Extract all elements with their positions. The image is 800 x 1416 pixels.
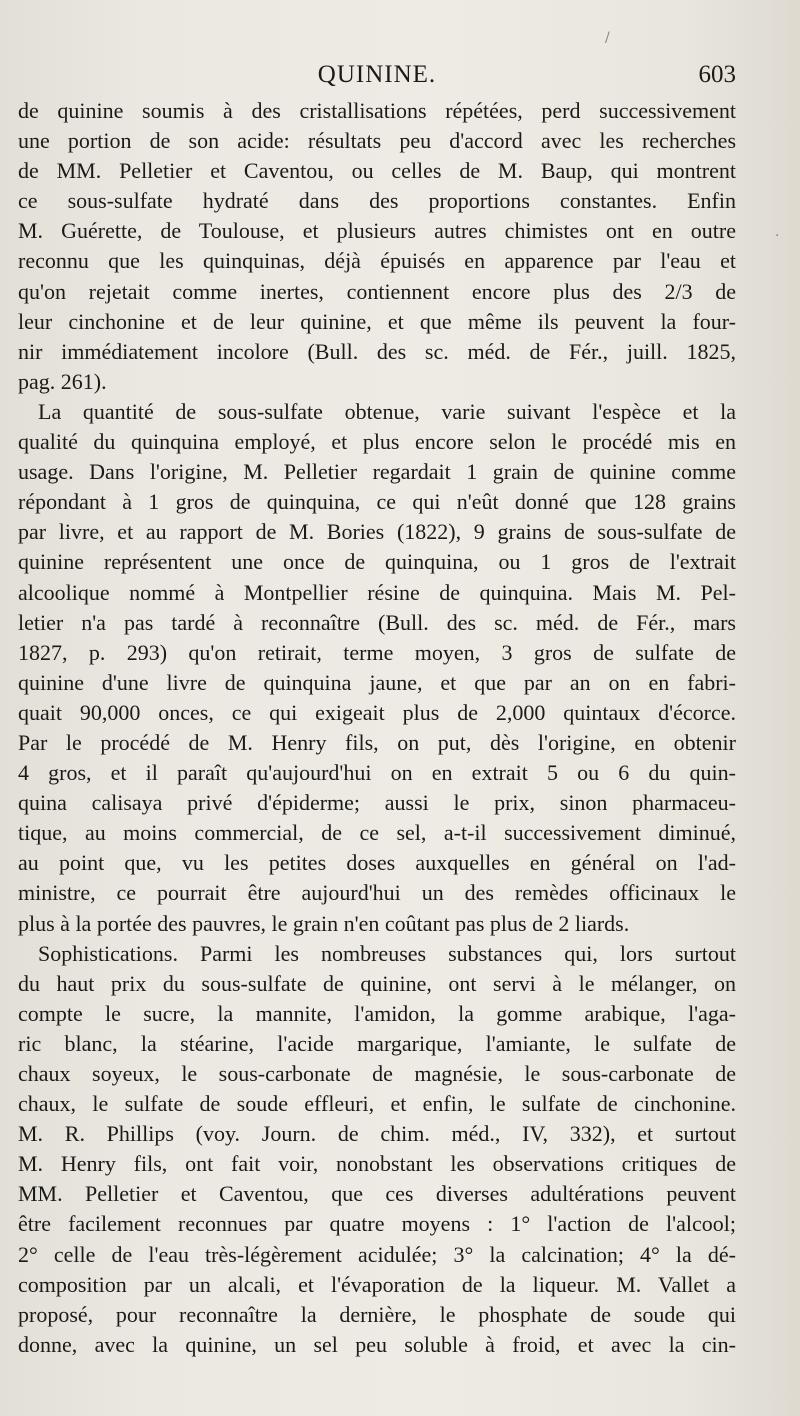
text-line: de MM. Pelletier et Caventou, ou celles de M. Baup, qui montrent: [18, 158, 736, 184]
text-line: 2° celle de l'eau très-légèrement acidulée; 3° la calcination; 4° la dé-: [18, 1241, 736, 1267]
text-line: donne, avec la quinine, un sel peu soluble à froid, et avec la cin-: [18, 1331, 736, 1357]
text-line: plus à la portée des pauvres, le grain n'en coûtant pas plus de 2 liards.: [18, 910, 630, 936]
text-line: composition par un alcali, et l'évaporation de la liqueur. M. Vallet a: [18, 1271, 736, 1297]
text-line: quinine d'une livre de quinquina jaune, et que par an on en fabri-: [18, 669, 736, 695]
text-line: qu'on rejetait comme inertes, contiennent encore plus des 2/3 de: [18, 278, 736, 304]
text-line: du haut prix du sous-sulfate de quinine, ont servi à le mélanger, on: [18, 970, 736, 996]
text-line: letier n'a pas tardé à reconnaître (Bull. des sc. méd. de Fér., mars: [18, 609, 736, 635]
text-line: 1827, p. 293) qu'on retirait, terme moyen, 3 gros de sulfate de: [18, 639, 736, 665]
text-line: chaux, le sulfate de soude effleuri, et enfin, le sulfate de cinchonine.: [18, 1091, 736, 1117]
page-header: [18, 58, 736, 92]
text-line: ministre, ce pourrait être aujourd'hui un des remèdes officinaux le: [18, 880, 736, 906]
text-line: Par le procédé de M. Henry fils, on put, dès l'origine, en obtenir: [18, 729, 736, 755]
text-line: reconnu que les quinquinas, déjà épuisés en apparence par l'eau et: [18, 248, 736, 274]
text-line: quait 90,000 onces, ce qui exigeait plus de 2,000 quintaux d'écorce.: [18, 699, 736, 725]
stray-ink-dot: ·: [775, 228, 780, 244]
body-text: [18, 96, 736, 1360]
text-line: ce sous-sulfate hydraté dans des proportions constantes. Enfin: [18, 188, 736, 214]
text-line: de quinine soumis à des cristallisations répétées, perd successivement: [18, 98, 736, 123]
text-line: La quantité de sous-sulfate obtenue, varie suivant l'espèce et la: [38, 398, 736, 424]
text-line: au point que, vu les petites doses auxquelles en général on l'ad-: [18, 850, 736, 876]
text-line: MM. Pelletier et Caventou, que ces diverses adultérations peuvent: [18, 1181, 736, 1207]
stray-ink-mark: /: [605, 30, 610, 46]
text-line: compte le sucre, la mannite, l'amidon, la gomme arabique, l'aga-: [18, 1000, 736, 1026]
text-line: M. Henry fils, ont fait voir, nonobstant les observations critiques de: [18, 1151, 736, 1177]
text-line: une portion de son acide: résultats peu d'accord avec les recherches: [18, 128, 736, 154]
page-number: 603: [698, 61, 736, 88]
text-line: alcoolique nommé à Montpellier résine de quinquina. Mais M. Pel-: [18, 579, 736, 605]
text-line: M. Guérette, de Toulouse, et plusieurs autres chimistes ont en outre: [18, 218, 736, 244]
text-line: répondant à 1 gros de quinquina, ce qui n'eût donné que 128 grains: [18, 489, 736, 515]
text-line: Sophistications. Parmi les nombreuses substances qui, lors surtout: [38, 940, 736, 966]
text-line: être facilement reconnues par quatre moyens : 1° l'action de l'alcool;: [18, 1211, 736, 1237]
text-line: ric blanc, la stéarine, l'acide margarique, l'amiante, le sulfate de: [18, 1030, 736, 1056]
text-line: qualité du quinquina employé, et plus encore selon le procédé mis en: [18, 429, 736, 455]
text-line: usage. Dans l'origine, M. Pelletier regardait 1 grain de quinine comme: [18, 459, 736, 485]
text-line: chaux soyeux, le sous-carbonate de magnésie, le sous-carbonate de: [18, 1061, 736, 1086]
running-head: QUININE.: [317, 61, 437, 88]
text-line: quinine représentent une once de quinquina, ou 1 gros de l'extrait: [18, 549, 736, 575]
text-line: pag. 261).: [18, 368, 107, 394]
text-line: par livre, et au rapport de M. Bories (1822), 9 grains de sous-sulfate de: [18, 519, 736, 545]
text-line: M. R. Phillips (voy. Journ. de chim. méd., IV, 332), et surtout: [18, 1121, 736, 1147]
text-line: 4 gros, et il paraît qu'aujourd'hui on en extrait 5 ou 6 du quin-: [18, 760, 736, 786]
text-line: proposé, pour reconnaître la dernière, le phosphate de soude qui: [18, 1301, 736, 1327]
text-line: quina calisaya privé d'épiderme; aussi le prix, sinon pharmaceu-: [18, 790, 736, 816]
text-line: nir immédiatement incolore (Bull. des sc. méd. de Fér., juill. 1825,: [18, 338, 736, 364]
text-line: tique, au moins commercial, de ce sel, a-t-il successivement diminué,: [18, 820, 736, 846]
text-line: leur cinchonine et de leur quinine, et que même ils peuvent la four-: [18, 308, 736, 334]
